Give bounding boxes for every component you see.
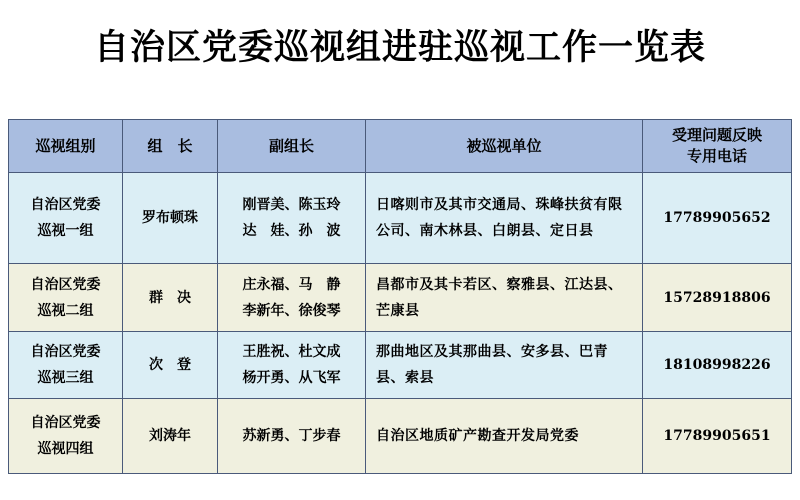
deputy-cell xyxy=(218,264,366,332)
phone-cell: 17789905652 xyxy=(643,173,792,264)
header-group: 巡视组别 xyxy=(9,120,123,173)
deputy-line1: 苏新勇、丁步春 xyxy=(242,428,341,444)
units-cell: 日喀则市及其市交通局、珠峰扶贫有限公司、南木林县、白朗县、定日县 xyxy=(366,173,643,264)
leader-cell: 刘涛年 xyxy=(123,399,218,474)
group-line2: 巡视四组 xyxy=(37,441,94,457)
deputy-line1: 王胜祝、杜文成 xyxy=(242,344,341,360)
table-row xyxy=(9,332,792,399)
deputy-line2: 达 娃、孙 波 xyxy=(242,223,341,239)
group-cell xyxy=(9,264,123,332)
page-title: 自治区党委巡视组进驻巡视工作一览表 xyxy=(93,27,706,68)
group-cell xyxy=(9,399,123,474)
group-line1: 自治区党委 xyxy=(30,197,101,213)
units-cell: 昌都市及其卡若区、察雅县、江达县、芒康县 xyxy=(366,264,643,332)
leader-cell: 罗布顿珠 xyxy=(123,173,218,264)
group-line1: 自治区党委 xyxy=(30,415,101,431)
deputy-cell xyxy=(218,173,366,264)
group-cell xyxy=(9,173,123,264)
deputy-line2: 杨开勇、从飞军 xyxy=(242,370,341,386)
header-units: 被巡视单位 xyxy=(366,120,643,173)
inspection-roster-table xyxy=(8,119,792,474)
group-line2: 巡视三组 xyxy=(37,370,94,386)
deputy-line2: 李新年、徐俊琴 xyxy=(242,302,341,319)
group-line1: 自治区党委 xyxy=(30,344,101,360)
table-row xyxy=(9,173,792,264)
group-line2: 巡视一组 xyxy=(37,223,94,239)
header-leader: 组 长 xyxy=(123,120,218,173)
group-cell xyxy=(9,332,123,399)
table-row xyxy=(9,399,792,474)
header-deputy: 副组长 xyxy=(218,120,366,173)
header-phone-line1: 受理问题反映 xyxy=(671,126,762,144)
leader-cell: 群 决 xyxy=(123,264,218,332)
group-line2: 巡视二组 xyxy=(37,302,94,319)
header-phone-line2: 专用电话 xyxy=(686,147,747,165)
units-cell: 那曲地区及其那曲县、安多县、巴青县、索县 xyxy=(366,332,643,399)
header-phone xyxy=(643,120,792,173)
phone-cell: 15728918806 xyxy=(643,264,792,332)
phone-cell: 17789905651 xyxy=(643,399,792,474)
group-line1: 自治区党委 xyxy=(30,276,101,293)
deputy-line1: 庄永福、马 静 xyxy=(242,276,341,293)
table-row xyxy=(9,264,792,332)
phone-cell: 18108998226 xyxy=(643,332,792,399)
deputy-line1: 刚晋美、陈玉玲 xyxy=(242,197,341,213)
leader-cell: 次 登 xyxy=(123,332,218,399)
units-cell: 自治区地质矿产勘查开发局党委 xyxy=(366,399,643,474)
table-header-row xyxy=(9,120,792,173)
deputy-cell xyxy=(218,399,366,474)
deputy-cell xyxy=(218,332,366,399)
